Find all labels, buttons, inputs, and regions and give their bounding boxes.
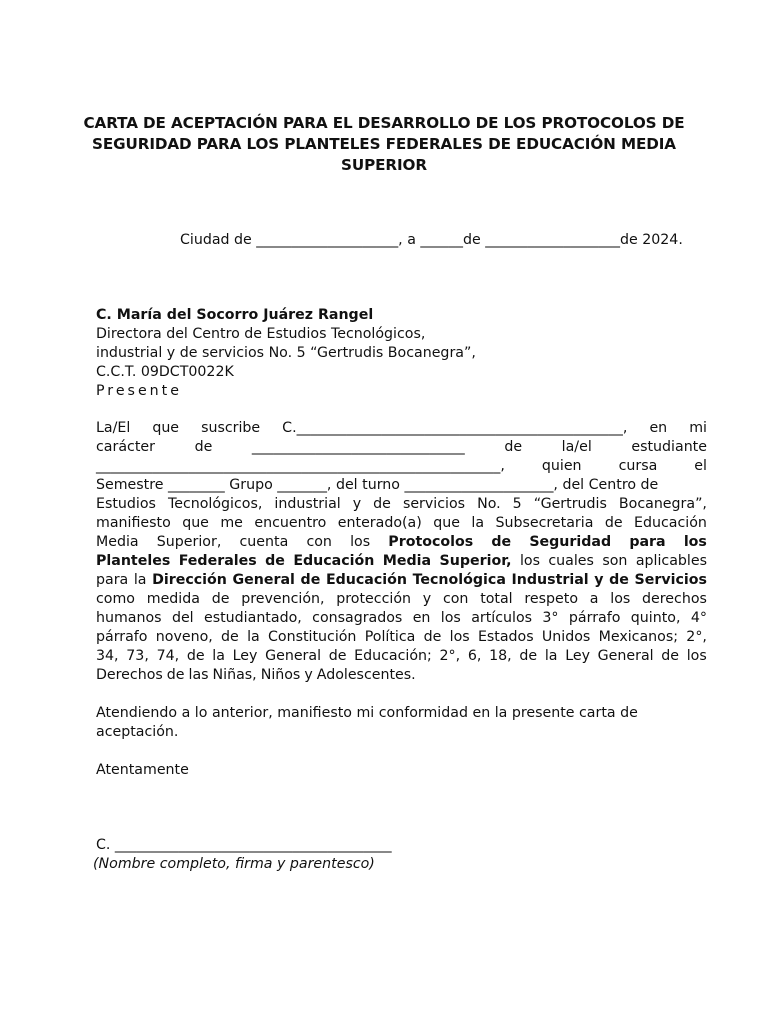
body-word: General	[265, 648, 322, 664]
body-word: 4°	[690, 610, 707, 626]
body-word: carácter	[96, 439, 155, 455]
body-word: de	[166, 667, 185, 683]
body-word: como	[96, 591, 135, 607]
body-word: Adolescentes.	[316, 667, 416, 683]
body-word: de	[519, 648, 538, 664]
body-word: 34,	[96, 648, 119, 664]
addressee-institution: industrial y de servicios No. 5 “Gertrudis Bocanegra”,	[96, 345, 476, 361]
body-word: los	[449, 629, 470, 645]
body-word: los	[350, 534, 371, 550]
body-line	[96, 609, 707, 628]
body-word: estudiantado,	[204, 610, 302, 626]
body-word: respeto	[524, 591, 579, 607]
body-word: 6,	[467, 648, 482, 664]
body-word: cursa	[618, 458, 658, 474]
body-word: en	[649, 420, 668, 436]
body-word: de	[661, 648, 680, 664]
body-line	[96, 628, 707, 647]
body-word: la	[133, 572, 147, 588]
body-word: Media	[96, 534, 139, 550]
body-word: párrafo	[568, 610, 621, 626]
body-word: suscribe	[201, 420, 261, 436]
body-word: y	[422, 591, 432, 607]
body-word: de	[328, 648, 347, 664]
body-word: Niños	[260, 667, 301, 683]
body-paragraph	[96, 419, 707, 685]
body-word: No.	[477, 496, 501, 512]
body-word: Política	[364, 629, 416, 645]
body-word: aplicables	[635, 553, 707, 569]
body-word: la	[212, 648, 225, 664]
body-word: manifiesto	[96, 515, 171, 531]
body-word: 74,	[156, 648, 180, 664]
addressee-cct: C.C.T. 09DCT0022K	[96, 364, 234, 380]
body-word: ______________________________	[251, 439, 465, 455]
body-word: Subsecretaria	[495, 515, 594, 531]
body-word-bold: Industrial	[511, 572, 589, 588]
title-line: SUPERIOR	[341, 156, 427, 174]
body-word: Ley	[565, 648, 590, 664]
body-word: servicios	[402, 496, 466, 512]
body-word-bold: Federales	[178, 553, 257, 569]
body-word: 2°,	[686, 629, 707, 645]
body-word-bold: Dirección	[152, 572, 227, 588]
body-word: Mexicanos;	[598, 629, 679, 645]
body-word: medida	[146, 591, 200, 607]
body-word: La/El	[96, 420, 131, 436]
body-word: protección	[336, 591, 411, 607]
body-word: y	[352, 496, 362, 512]
body-word: que	[182, 515, 209, 531]
body-word: las	[188, 667, 209, 683]
body-word: para	[96, 572, 129, 588]
body-line	[96, 438, 707, 457]
body-word-bold: Educación	[293, 553, 375, 569]
body-word-bold: y	[594, 572, 604, 588]
body-line	[96, 666, 707, 685]
body-word-bold: de	[491, 534, 512, 550]
body-word: C.______________________________________________,	[282, 420, 628, 436]
body-word: _________________________________________________________,	[96, 458, 505, 474]
body-word: mi	[689, 420, 707, 436]
body-word: los	[519, 553, 540, 569]
body-word: con	[306, 534, 332, 550]
body-word-bold: General	[232, 572, 295, 588]
body-word: 3°	[542, 610, 559, 626]
body-word: noveno,	[155, 629, 213, 645]
body-word: Niñas,	[212, 667, 257, 683]
body-word: Educación	[634, 515, 707, 531]
body-word: Constitución	[267, 629, 357, 645]
body-word: quien	[541, 458, 582, 474]
body-word: Estados	[477, 629, 534, 645]
body-word: industrial	[274, 496, 341, 512]
body-word-bold: Media	[382, 553, 432, 569]
body-word-bold: Planteles	[96, 553, 171, 569]
conformity-paragraph: Atendiendo a lo anterior, manifiesto mi conformidad en la presente carta de aceptación.	[96, 705, 638, 740]
body-line	[96, 476, 707, 495]
body-word: Ley	[232, 648, 258, 664]
body-word: de	[186, 648, 205, 664]
body-word: párrafo	[96, 629, 148, 645]
body-word: el	[694, 458, 707, 474]
body-word: artículos	[471, 610, 533, 626]
body-word: Bocanegra”,	[618, 496, 707, 512]
body-word: 2°,	[439, 648, 461, 664]
body-word-bold: de	[609, 572, 629, 588]
body-line	[96, 647, 707, 666]
body-word: Educación;	[354, 648, 432, 664]
body-line	[96, 590, 707, 609]
body-word: 18,	[489, 648, 512, 664]
title-line: CARTA DE ACEPTACIÓN PARA EL DESARROLLO DE LOS PROTOCOLOS DE	[83, 114, 685, 132]
body-word-bold: de	[300, 572, 321, 588]
body-line	[96, 457, 707, 476]
body-line	[96, 495, 707, 514]
body-word-bold: para	[629, 534, 666, 550]
body-line	[96, 533, 707, 552]
body-line	[96, 571, 707, 590]
body-word: me	[220, 515, 243, 531]
body-word: cuenta	[239, 534, 289, 550]
body-word: Estudios	[96, 496, 156, 512]
closing-text: Atentamente	[96, 762, 189, 778]
signature-caption: (Nombre completo, firma y parentesco)	[93, 856, 375, 872]
document-title	[80, 113, 688, 176]
body-word: los	[686, 648, 707, 664]
body-word: y	[304, 667, 313, 683]
body-word: los	[440, 610, 461, 626]
body-word: de	[504, 439, 523, 455]
body-line	[96, 419, 707, 438]
body-word: Tecnológicos,	[167, 496, 263, 512]
body-word: con	[442, 591, 469, 607]
body-word-bold: Servicios	[634, 572, 707, 588]
body-word: de	[211, 591, 230, 607]
body-word-bold: de	[265, 553, 285, 569]
body-word: General	[597, 648, 654, 664]
body-word: encuentro	[254, 515, 327, 531]
body-word: la	[247, 629, 260, 645]
body-word-bold: los	[683, 534, 707, 550]
body-word-bold: Superior,	[439, 553, 512, 569]
body-word: estudiante	[631, 439, 707, 455]
body-word: quinto,	[630, 610, 681, 626]
body-word: de	[221, 629, 239, 645]
body-word: del	[171, 610, 194, 626]
body-word: la	[471, 515, 485, 531]
body-word-bold: Seguridad	[529, 534, 612, 550]
body-word: de	[373, 496, 391, 512]
addressee-name: C. María del Socorro Juárez Rangel	[96, 307, 374, 323]
body-word: consagrados	[312, 610, 403, 626]
body-word-bold: Tecnológica	[412, 572, 506, 588]
body-line	[96, 552, 707, 571]
body-word-bold: Educación	[325, 572, 407, 588]
body-word: Derechos	[96, 667, 163, 683]
body-word: 5	[512, 496, 522, 512]
body-line	[96, 514, 707, 533]
body-word: a	[589, 591, 599, 607]
addressee-block	[96, 306, 708, 401]
body-word: Semestre ________ Grupo _______, del turno _____________________, del Centro de	[96, 477, 659, 493]
body-word: la/el	[561, 439, 592, 455]
body-word: prevención,	[241, 591, 325, 607]
body-word: enterado(a)	[337, 515, 422, 531]
body-word: de	[194, 439, 213, 455]
body-word: “Gertrudis	[533, 496, 607, 512]
addressee-presente: Presente	[96, 383, 182, 399]
body-word: la	[544, 648, 558, 664]
body-word: de	[604, 515, 623, 531]
body-word: son	[602, 553, 628, 569]
body-word: 73,	[126, 648, 149, 664]
body-word: humanos	[96, 610, 162, 626]
body-word: que	[152, 420, 180, 436]
body-word: cuales	[548, 553, 594, 569]
body-word: en	[412, 610, 431, 626]
addressee-position: Directora del Centro de Estudios Tecnológicos,	[96, 326, 426, 342]
body-word: de	[423, 629, 442, 645]
signature-line: C. _______________________________________	[96, 837, 392, 853]
body-word-bold: Protocolos	[388, 534, 474, 550]
body-word: Superior,	[156, 534, 222, 550]
place-date-line: Ciudad de ____________________, a ______de ___________________de 2024.	[180, 232, 683, 248]
body-word: Unidos	[541, 629, 591, 645]
body-word: total	[480, 591, 513, 607]
body-word: derechos	[642, 591, 707, 607]
body-word: que	[433, 515, 460, 531]
body-word: los	[610, 591, 631, 607]
title-line: SEGURIDAD PARA LOS PLANTELES FEDERALES DE EDUCACIÓN MEDIA	[92, 135, 676, 153]
